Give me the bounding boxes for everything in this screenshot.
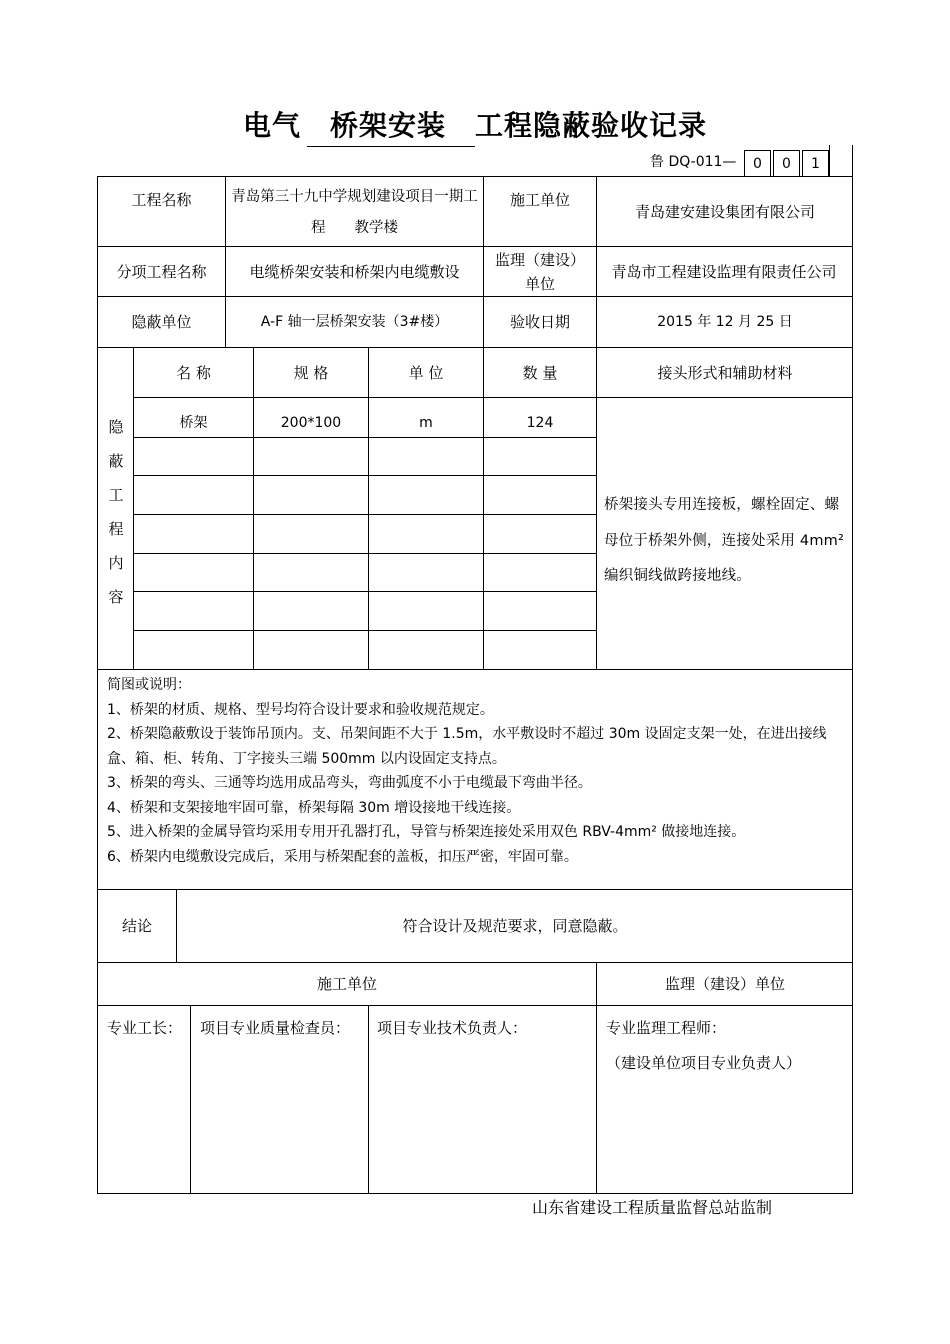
row-divider bbox=[133, 591, 596, 592]
table-cell: 200*100 bbox=[280, 415, 342, 431]
notes-label: 简图或说明： bbox=[107, 677, 191, 693]
header-quantity: 数 量 bbox=[522, 363, 558, 382]
table-cell: m bbox=[419, 415, 433, 431]
header-name: 名 称 bbox=[176, 363, 211, 382]
contractor-label: 施工单位 bbox=[509, 190, 570, 209]
footer-issuer: 山东省建设工程质量监督总站监制 bbox=[532, 1198, 773, 1217]
tech-lead-signature: 项目专业技术负责人： bbox=[377, 1019, 528, 1037]
doc-code-digit: 0 bbox=[744, 150, 771, 177]
supervisor-label: 监理（建设）单位 bbox=[494, 250, 585, 293]
notes-section bbox=[107, 673, 847, 869]
doc-code-digit: 0 bbox=[773, 150, 800, 177]
subitem-label: 分项工程名称 bbox=[116, 262, 207, 281]
doc-code-prefix: 鲁 DQ-011— bbox=[650, 154, 737, 170]
note-item: 1、桥架的材质、规格、型号均符合设计要求和验收规范规定。 bbox=[107, 701, 494, 718]
page-title: 电气 桥架安装 工程隐蔽验收记录 bbox=[242, 109, 707, 142]
header-joint: 接头形式和辅助材料 bbox=[657, 363, 793, 382]
supervision-unit-label: 监理（建设）单位 bbox=[664, 975, 785, 993]
inspection-date-value: 2015 年 12 月 25 日 bbox=[657, 314, 793, 330]
row-divider bbox=[97, 669, 853, 670]
col-divider bbox=[596, 176, 597, 669]
note-item: 2、桥架隐蔽敷设于装饰吊顶内。支、吊架间距不大于 1.5m，水平敷设时不超过 30m 设固定支架一处，在进出接线盒、箱、柜、转角、丁字接头三端 500mm 以内设固定支持点。 bbox=[107, 726, 827, 767]
row-divider bbox=[133, 397, 853, 398]
project-name-value: 青岛第三十九中学规划建设项目一期工程 教学楼 bbox=[231, 189, 478, 236]
conclusion-label: 结论 bbox=[121, 917, 152, 935]
row-divider bbox=[133, 553, 596, 554]
hidden-unit-value: A-F 轴一层桥架安装（3#楼） bbox=[260, 314, 449, 330]
construction-unit-label: 施工单位 bbox=[316, 975, 377, 993]
row-divider bbox=[133, 514, 596, 515]
supervisor-value: 青岛市工程建设监理有限责任公司 bbox=[611, 262, 837, 281]
hidden-unit-label: 隐蔽单位 bbox=[131, 313, 192, 331]
table-cell: 124 bbox=[526, 415, 554, 431]
owner-rep-signature: （建设单位项目专业负责人） bbox=[606, 1054, 802, 1072]
doc-code-separator bbox=[829, 145, 830, 177]
project-name-label: 工程名称 bbox=[131, 190, 192, 209]
row-divider bbox=[97, 1005, 853, 1006]
note-item: 5、进入桥架的金属导管均采用专用开孔器打孔，导管与桥架连接处采用双色 RBV-4mm² 做接地连接。 bbox=[107, 824, 746, 840]
title-underline bbox=[307, 146, 475, 147]
header-unit: 单 位 bbox=[408, 363, 444, 382]
header-spec: 规 格 bbox=[293, 363, 329, 382]
doc-code-digit: 1 bbox=[802, 150, 829, 177]
inspection-date-label: 验收日期 bbox=[509, 313, 570, 331]
row-divider bbox=[133, 475, 596, 476]
note-item: 6、桥架内电缆敷设完成后，采用与桥架配套的盖板，扣压严密，牢固可靠。 bbox=[107, 848, 578, 865]
note-item: 3、桥架的弯头、三通等均选用成品弯头，弯曲弧度不小于电缆最下弯曲半径。 bbox=[107, 775, 592, 791]
qc-inspector-signature: 项目专业质量检查员： bbox=[200, 1019, 351, 1037]
joint-description: 桥架接头专用连接板，螺栓固定、螺母位于桥架外侧，连接处采用 4mm² 编织铜线做跨接地线。 bbox=[604, 497, 844, 584]
contractor-value: 青岛建安建设集团有限公司 bbox=[634, 202, 815, 221]
supervising-engineer-signature: 专业监理工程师： bbox=[606, 1019, 727, 1037]
doc-code-separator bbox=[852, 145, 853, 177]
note-item: 4、桥架和支架接地牢固可靠，桥架每隔 30m 增设接地干线连接。 bbox=[107, 799, 521, 816]
col-divider bbox=[190, 1005, 191, 1194]
subitem-value: 电缆桥架安装和桥架内电缆敷设 bbox=[249, 262, 460, 281]
col-divider bbox=[368, 1005, 369, 1194]
hidden-content-label: 隐蔽工程内容 bbox=[108, 418, 124, 606]
row-divider bbox=[133, 630, 596, 631]
table-cell: 桥架 bbox=[179, 415, 208, 431]
foreman-signature: 专业工长： bbox=[107, 1019, 183, 1037]
conclusion-text: 符合设计及规范要求，同意隐蔽。 bbox=[402, 917, 628, 935]
